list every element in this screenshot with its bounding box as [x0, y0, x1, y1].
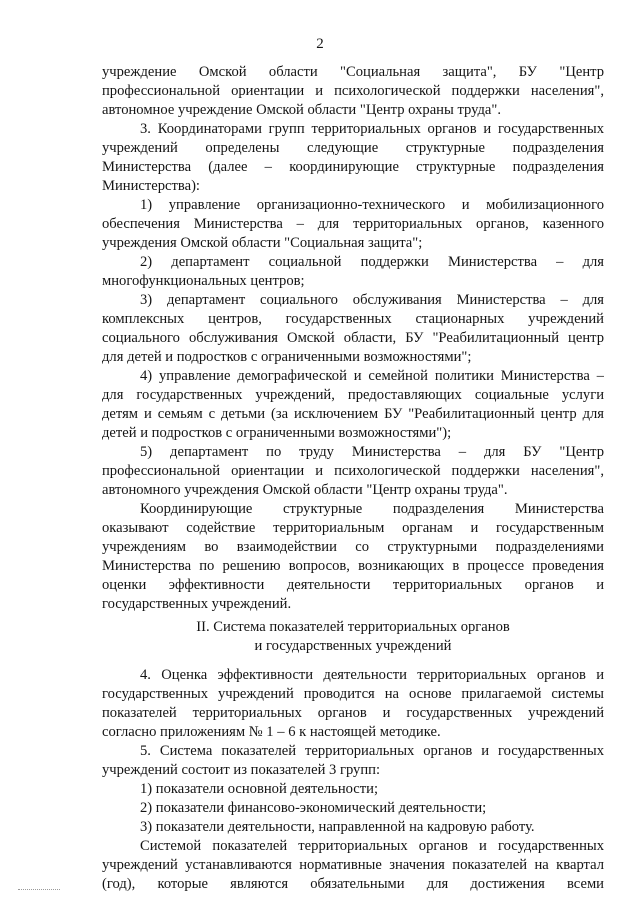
- text-line: учреждений определены следующие структурные подразделения: [102, 140, 604, 156]
- text-line: 2) департамент социальной поддержки Министерства – для: [140, 254, 604, 270]
- text-line: оценки эффективности деятельности территориальных органов и: [102, 577, 604, 593]
- text-line: Министерства):: [102, 178, 200, 194]
- text-line: для государственных учреждений, предоставляющих социальные услуги: [102, 387, 604, 403]
- text-line: автономного учреждения Омской области "Центр охраны труда".: [102, 482, 508, 498]
- text-line: Системой показателей территориальных органов и государственных: [140, 838, 604, 854]
- text-line: обеспечения Министерства – для территориальных органов, казенного: [102, 216, 604, 232]
- text-line: профессиональной ориентации и психологической поддержки населения",: [102, 83, 604, 99]
- text-line: 4. Оценка эффективности деятельности территориальных органов и: [140, 667, 604, 683]
- text-line: Министерства по решению вопросов, возникающих в процессе проведения: [102, 558, 604, 574]
- text-line: 3) департамент социального обслуживания Министерства – для: [140, 292, 604, 308]
- text-line: Министерства (далее – координирующие структурные подразделения: [102, 159, 604, 175]
- text-line: учреждениям во взаимодействии со структурными подразделениями: [102, 539, 604, 555]
- text-line: 3. Координаторами групп территориальных органов и государственных: [140, 121, 604, 137]
- text-line: показателей территориальных органов и государственных учреждений: [102, 705, 604, 721]
- text-line: государственных учреждений.: [102, 596, 292, 612]
- text-line: комплексных центров, государственных стационарных учреждений: [102, 311, 604, 327]
- text-line: профессиональной ориентации и психологической поддержки населения",: [102, 463, 604, 479]
- text-line: (год), которые являются обязательными для достижения всеми: [102, 876, 604, 892]
- text-line: оказывают содействие территориальным органам и государственным: [102, 520, 604, 536]
- text-line: многофункциональных центров;: [102, 273, 305, 289]
- text-line: 5. Система показателей территориальных органов и государственных: [140, 743, 604, 759]
- text-line: учреждения Омской области "Социальная защита";: [102, 235, 423, 251]
- text-line: учреждение Омской области "Социальная защита", БУ "Центр: [102, 64, 604, 80]
- text-line: детям и семьям с детьми (за исключением БУ "Реабилитационный центр для: [102, 406, 604, 422]
- text-line: социального обслуживания Омской области, БУ "Реабилитационный центр: [102, 330, 604, 346]
- text-line: 1) управление организационно-технического и мобилизационного: [140, 197, 604, 213]
- text-line: автономное учреждение Омской области "Центр охраны труда".: [102, 102, 501, 118]
- section-heading-line: II. Система показателей территориальных органов: [196, 619, 510, 635]
- text-line: 2) показатели финансово-экономический деятельности;: [140, 800, 487, 816]
- section-heading-line: и государственных учреждений: [254, 638, 452, 654]
- text-line: Координирующие структурные подразделения Министерства: [140, 501, 604, 517]
- text-line: учреждений состоит из показателей 3 групп:: [102, 762, 381, 778]
- page-number: 2: [316, 36, 324, 52]
- text-line: 3) показатели деятельности, направленной на кадровую работу.: [140, 819, 535, 835]
- text-line: детей и подростков с ограниченными возможностями");: [102, 425, 452, 441]
- text-line: для детей и подростков с ограниченными возможностями";: [102, 349, 472, 365]
- text-line: 1) показатели основной деятельности;: [140, 781, 379, 797]
- text-line: учреждений устанавливаются нормативные значения показателей на квартал: [102, 857, 604, 873]
- text-line: согласно приложениям № 1 – 6 к настоящей методике.: [102, 724, 441, 740]
- text-line: государственных учреждений проводится на основе прилагаемой системы: [102, 686, 604, 702]
- text-line: 5) департамент по труду Министерства – для БУ "Центр: [140, 444, 604, 460]
- scan-artifact: [18, 889, 60, 891]
- text-line: 4) управление демографической и семейной политики Министерства –: [140, 368, 604, 384]
